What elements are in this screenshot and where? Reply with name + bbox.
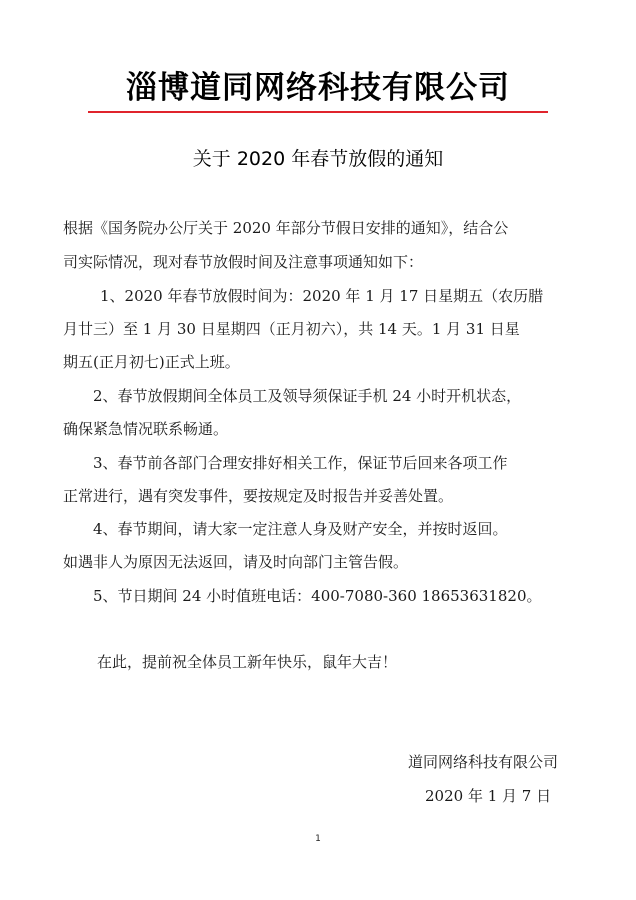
signature-date: 2020 年 1 月 7 日 xyxy=(425,787,552,805)
body-line-item5-1: 5、节日期间 24 小时值班电话：400-7080-360 18653631820。 xyxy=(93,587,542,605)
body-line-intro-2: 司实际情况，现对春节放假时间及注意事项通知如下： xyxy=(63,253,424,271)
body-line-closing: 在此，提前祝全体员工新年快乐，鼠年大吉！ xyxy=(97,653,398,671)
body-line-item3-1: 3、春节前各部门合理安排好相关工作，保证节后回来各项工作 xyxy=(93,454,508,472)
body-line-item1-3: 期五(正月初七)正式上班。 xyxy=(63,353,240,371)
body-line-item1-2: 月廿三）至 1 月 30 日星期四（正月初六），共 14 天。1 月 31 日星 xyxy=(63,320,520,338)
page-number: 1 xyxy=(315,834,321,844)
body-line-item4-1: 4、春节期间，请大家一定注意人身及财产安全，并按时返回。 xyxy=(93,520,508,538)
red-divider-line xyxy=(88,111,548,113)
body-line-item2-2: 确保紧急情况联系畅通。 xyxy=(63,420,229,438)
body-line-intro-1: 根据《国务院办公厅关于 2020 年部分节假日安排的通知》，结合公 xyxy=(63,219,509,237)
body-line-item1-1: 1、2020 年春节放假时间为：2020 年 1 月 17 日星期五（农历腊 xyxy=(100,287,544,305)
signature-company: 道同网络科技有限公司 xyxy=(408,753,559,771)
body-line-item4-2: 如遇非人为原因无法返回，请及时向部门主管告假。 xyxy=(63,553,409,571)
body-line-item2-1: 2、春节放假期间全体员工及领导须保证手机 24 小时开机状态， xyxy=(93,387,522,405)
notice-title: 关于 2020 年春节放假的通知 xyxy=(192,148,444,170)
company-name-heading: 淄博道同网络科技有限公司 xyxy=(126,70,510,106)
body-line-item3-2: 正常进行，遇有突发事件，要按规定及时报告并妥善处置。 xyxy=(63,487,454,505)
